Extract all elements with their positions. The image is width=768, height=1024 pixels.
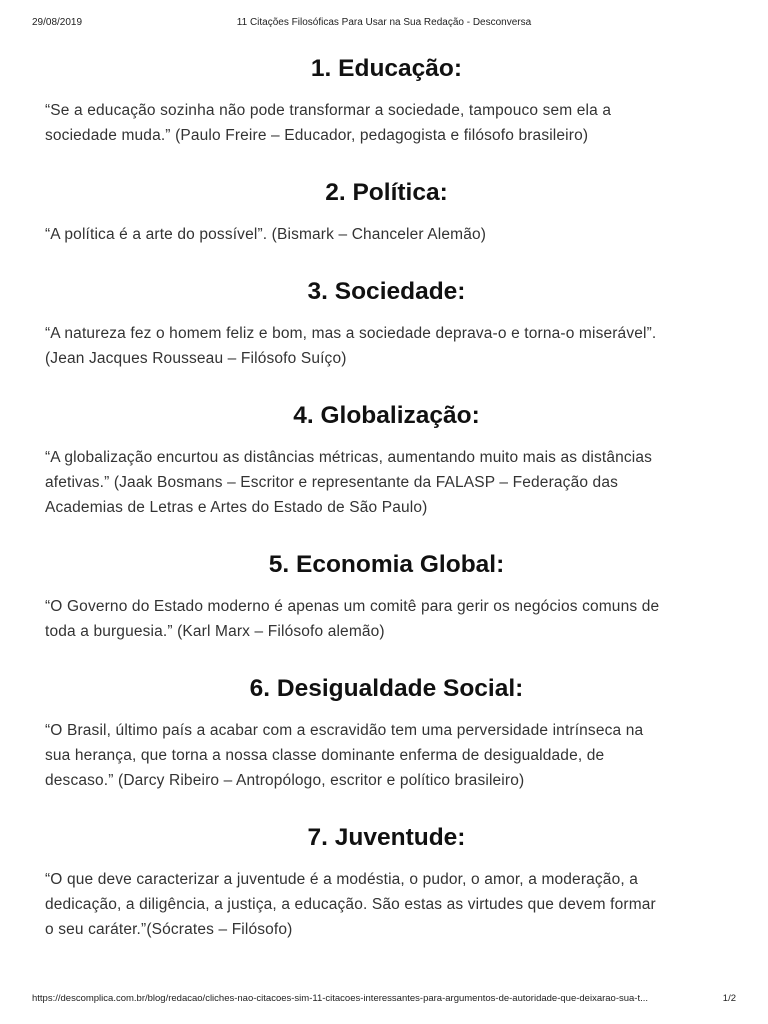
quote-text xyxy=(45,445,728,520)
quote-line: descaso.” (Darcy Ribeiro – Antropólogo, escritor e político brasileiro) xyxy=(45,772,525,789)
section-economia-global xyxy=(45,550,728,644)
quote-line: Academias de Letras e Artes do Estado de São Paulo) xyxy=(45,499,428,516)
section-sociedade xyxy=(45,277,728,371)
quote-text xyxy=(45,321,728,371)
quote-line: dedicação, a diligência, a justiça, a educação. São estas as virtudes que devem formar xyxy=(45,896,656,913)
quote-line: “A natureza fez o homem feliz e bom, mas a sociedade deprava-o e torna-o miserável”. xyxy=(45,325,657,342)
section-desigualdade-social xyxy=(45,674,728,793)
quote-line: “O Brasil, último país a acabar com a escravidão tem uma perversidade intrínseca na xyxy=(45,722,644,739)
quote-line: (Jean Jacques Rousseau – Filósofo Suíço) xyxy=(45,350,347,367)
print-date: 29/08/2019 xyxy=(32,17,83,28)
quote-text xyxy=(45,594,728,644)
section-heading: 6. Desigualdade Social: xyxy=(249,675,524,702)
quote-line: afetivas.” (Jaak Bosmans – Escritor e representante da FALASP – Federação das xyxy=(45,474,619,491)
section-globalizacao xyxy=(45,401,728,520)
quote-text xyxy=(45,867,728,942)
section-politica xyxy=(45,178,728,247)
quote-line: “A política é a arte do possível”. (Bismark – Chanceler Alemão) xyxy=(45,226,487,243)
print-footer xyxy=(32,992,736,1006)
quote-text xyxy=(45,222,728,247)
quote-line: sociedade muda.” (Paulo Freire – Educador, pedagogista e filósofo brasileiro) xyxy=(45,127,589,144)
quote-line: “Se a educação sozinha não pode transformar a sociedade, tampouco sem ela a xyxy=(45,102,612,119)
source-url: https://descomplica.com.br/blog/redacao/cliches-nao-citacoes-sim-11-citacoes-interessantes-para-argumentos-de-autoridade-que-deixarao-sua-t... xyxy=(32,993,649,1004)
quote-line: “O que deve caracterizar a juventude é a modéstia, o pudor, o amor, a moderação, a xyxy=(45,871,639,888)
quote-line: “O Governo do Estado moderno é apenas um comitê para gerir os negócios comuns de xyxy=(45,598,660,615)
print-header xyxy=(32,16,736,30)
article-content xyxy=(45,54,728,942)
quote-line: sua herança, que torna a nossa classe dominante enferma de desigualdade, de xyxy=(45,747,605,764)
section-heading: 2. Política: xyxy=(325,179,448,206)
section-juventude xyxy=(45,823,728,942)
section-heading: 4. Globalização: xyxy=(293,402,480,429)
section-educacao xyxy=(45,54,728,148)
quote-line: o seu caráter.”(Sócrates – Filósofo) xyxy=(45,921,293,938)
document-title: 11 Citações Filosóficas Para Usar na Sua Redação - Desconversa xyxy=(236,17,532,28)
section-heading: 3. Sociedade: xyxy=(307,278,466,305)
section-heading: 5. Economia Global: xyxy=(268,551,505,578)
section-heading: 7. Juventude: xyxy=(307,824,466,851)
section-heading: 1. Educação: xyxy=(310,55,463,82)
quote-text xyxy=(45,98,728,148)
page-number: 1/2 xyxy=(722,993,736,1004)
quote-line: toda a burguesia.” (Karl Marx – Filósofo alemão) xyxy=(45,623,385,640)
quote-line: “A globalização encurtou as distâncias métricas, aumentando muito mais as distâncias xyxy=(45,449,653,466)
quote-text xyxy=(45,718,728,793)
